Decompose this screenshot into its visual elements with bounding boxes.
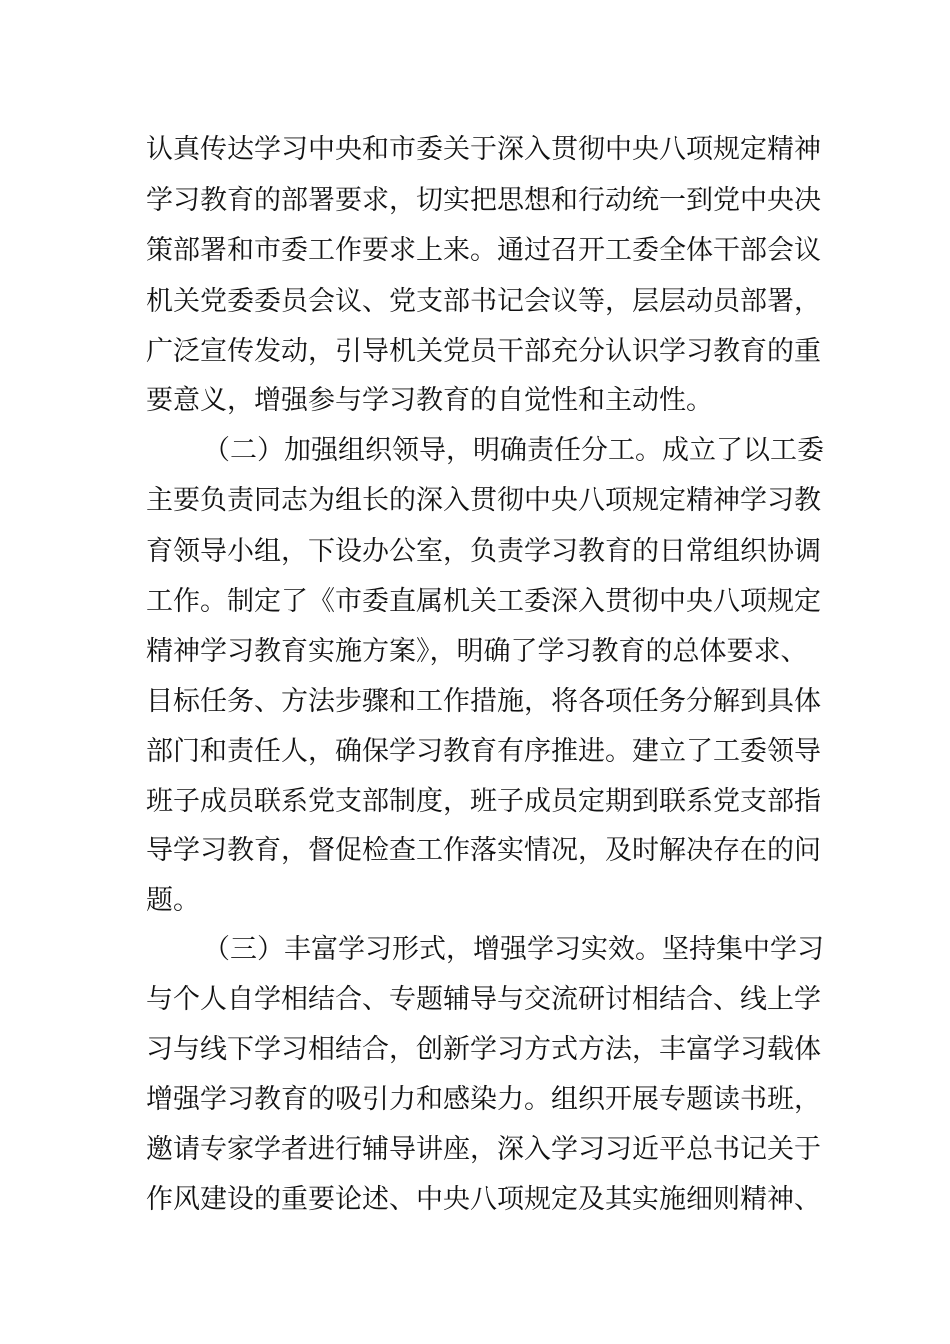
text-line: 习与线下学习相结合，创新学习方式方法，丰富学习载体 bbox=[146, 1034, 821, 1065]
text-line: 育领导小组，下设办公室，负责学习教育的日常组织协调 bbox=[146, 536, 821, 567]
text-line: 部门和责任人，确保学习教育有序推进。建立了工委领导 bbox=[146, 736, 821, 767]
text-line: 学习教育的部署要求，切实把思想和行动统一到党中央决 bbox=[146, 185, 821, 216]
text-line: 广泛宣传发动，引导机关党员干部充分认识学习教育的重 bbox=[146, 336, 821, 367]
text-line: 题。 bbox=[146, 885, 200, 916]
paragraph-heading-line: （二）加强组织领导，明确责任分工。成立了以工委 bbox=[203, 435, 824, 466]
text-line: 主要负责同志为组长的深入贯彻中央八项规定精神学习教 bbox=[146, 485, 821, 516]
text-line: 与个人自学相结合、专题辅导与交流研讨相结合、线上学 bbox=[146, 984, 821, 1015]
text-line: 作风建设的重要论述、中央八项规定及其实施细则精神、 bbox=[146, 1184, 821, 1215]
text-line: 机关党委委员会议、党支部书记会议等，层层动员部署， bbox=[146, 286, 821, 317]
text-line: 增强学习教育的吸引力和感染力。组织开展专题读书班， bbox=[146, 1084, 821, 1115]
text-line: 策部署和市委工作要求上来。通过召开工委全体干部会议 bbox=[146, 235, 821, 266]
text-line: 邀请专家学者进行辅导讲座，深入学习习近平总书记关于 bbox=[146, 1134, 821, 1165]
text-line: 要意义，增强参与学习教育的自觉性和主动性。 bbox=[146, 385, 713, 416]
text-line: 班子成员联系党支部制度，班子成员定期到联系党支部指 bbox=[146, 786, 821, 817]
text-line: 认真传达学习中央和市委关于深入贯彻中央八项规定精神 bbox=[146, 134, 821, 165]
text-line: 精神学习教育实施方案》，明确了学习教育的总体要求、 bbox=[146, 636, 808, 667]
text-line: 工作。制定了《市委直属机关工委深入贯彻中央八项规定 bbox=[146, 586, 821, 617]
paragraph-heading-line: （三）丰富学习形式，增强学习实效。坚持集中学习 bbox=[203, 934, 824, 965]
text-line: 目标任务、方法步骤和工作措施，将各项任务分解到具体 bbox=[146, 686, 821, 717]
text-line: 导学习教育，督促检查工作落实情况，及时解决存在的问 bbox=[146, 835, 821, 866]
